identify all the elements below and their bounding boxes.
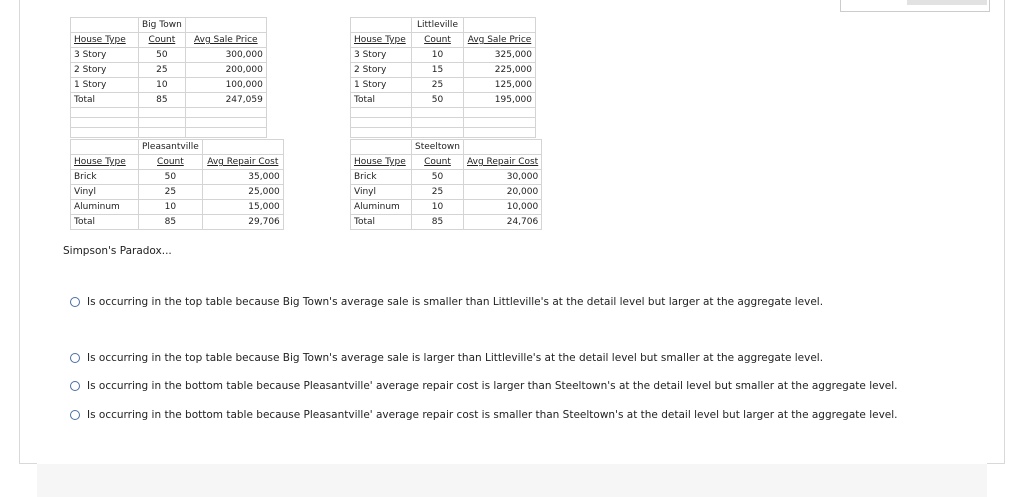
- table-title: Big Town: [139, 18, 186, 33]
- table-littleville: [350, 17, 536, 138]
- table-row: Aluminum 10 10,000: [351, 200, 542, 215]
- panel-border-bottom-right: [987, 463, 1005, 464]
- column-header: House Type: [71, 155, 139, 170]
- column-header: Count: [139, 33, 186, 48]
- table-row: Brick 50 30,000: [351, 170, 542, 185]
- table-row: Total 50 195,000: [351, 93, 536, 108]
- table-title: Steeltown: [412, 140, 464, 155]
- table-row: 3 Story 50 300,000: [71, 48, 267, 63]
- column-header: Avg Repair Cost: [464, 155, 542, 170]
- radio-button-icon[interactable]: [70, 353, 80, 363]
- table-row: 2 Story 25 200,000: [71, 63, 267, 78]
- panel-border-left: [19, 0, 20, 464]
- panel-border-bottom-left: [19, 463, 37, 464]
- option-label: Is occurring in the top table because Big Town's average sale is larger than Littleville's at the detail level but smaller at the aggregate level.: [87, 352, 824, 364]
- table-row: Vinyl 25 25,000: [71, 185, 284, 200]
- table-title: Pleasantville: [139, 140, 203, 155]
- answer-option-2[interactable]: [70, 352, 823, 364]
- answer-option-1[interactable]: [70, 296, 823, 308]
- column-header: House Type: [351, 155, 412, 170]
- answer-option-4[interactable]: [70, 409, 898, 421]
- column-header: Count: [412, 33, 464, 48]
- table-row: Vinyl 25 20,000: [351, 185, 542, 200]
- column-header: House Type: [351, 33, 412, 48]
- column-header: Count: [412, 155, 464, 170]
- table-row: 1 Story 10 100,000: [71, 78, 267, 93]
- option-label: Is occurring in the bottom table because Pleasantville' average repair cost is larger than Steeltown's at the detail level but smaller at the aggregate level.: [87, 380, 898, 392]
- column-header: Avg Sale Price: [185, 33, 266, 48]
- table-row: Total 85 24,706: [351, 215, 542, 230]
- table-row: Aluminum 10 15,000: [71, 200, 284, 215]
- table-row: Brick 50 35,000: [71, 170, 284, 185]
- top-toolbar-box: [840, 0, 990, 12]
- radio-button-icon[interactable]: [70, 381, 80, 391]
- table-title: Littleville: [412, 18, 464, 33]
- table-row: 3 Story 10 325,000: [351, 48, 536, 63]
- column-header: Avg Repair Cost: [202, 155, 283, 170]
- footer-band: [37, 464, 987, 497]
- column-header: Avg Sale Price: [464, 33, 536, 48]
- radio-button-icon[interactable]: [70, 297, 80, 307]
- table-steeltown: [350, 139, 542, 230]
- column-header: Count: [139, 155, 203, 170]
- table-pleasantville: [70, 139, 284, 230]
- option-label: Is occurring in the top table because Big Town's average sale is smaller than Littleville's at the detail level but larger at the aggregate level.: [87, 296, 824, 308]
- panel-border-right: [1004, 0, 1005, 464]
- option-label: Is occurring in the bottom table because Pleasantville' average repair cost is smaller than Steeltown's at the detail level but larger at the aggregate level.: [87, 409, 898, 421]
- radio-button-icon[interactable]: [70, 410, 80, 420]
- column-header: House Type: [71, 33, 139, 48]
- question-prompt: Simpson's Paradox...: [63, 245, 172, 257]
- answer-option-3[interactable]: [70, 380, 898, 392]
- table-row: Total 85 29,706: [71, 215, 284, 230]
- table-row: Total 85 247,059: [71, 93, 267, 108]
- table-big-town: [70, 17, 267, 138]
- table-row: 1 Story 25 125,000: [351, 78, 536, 93]
- table-row: 2 Story 15 225,000: [351, 63, 536, 78]
